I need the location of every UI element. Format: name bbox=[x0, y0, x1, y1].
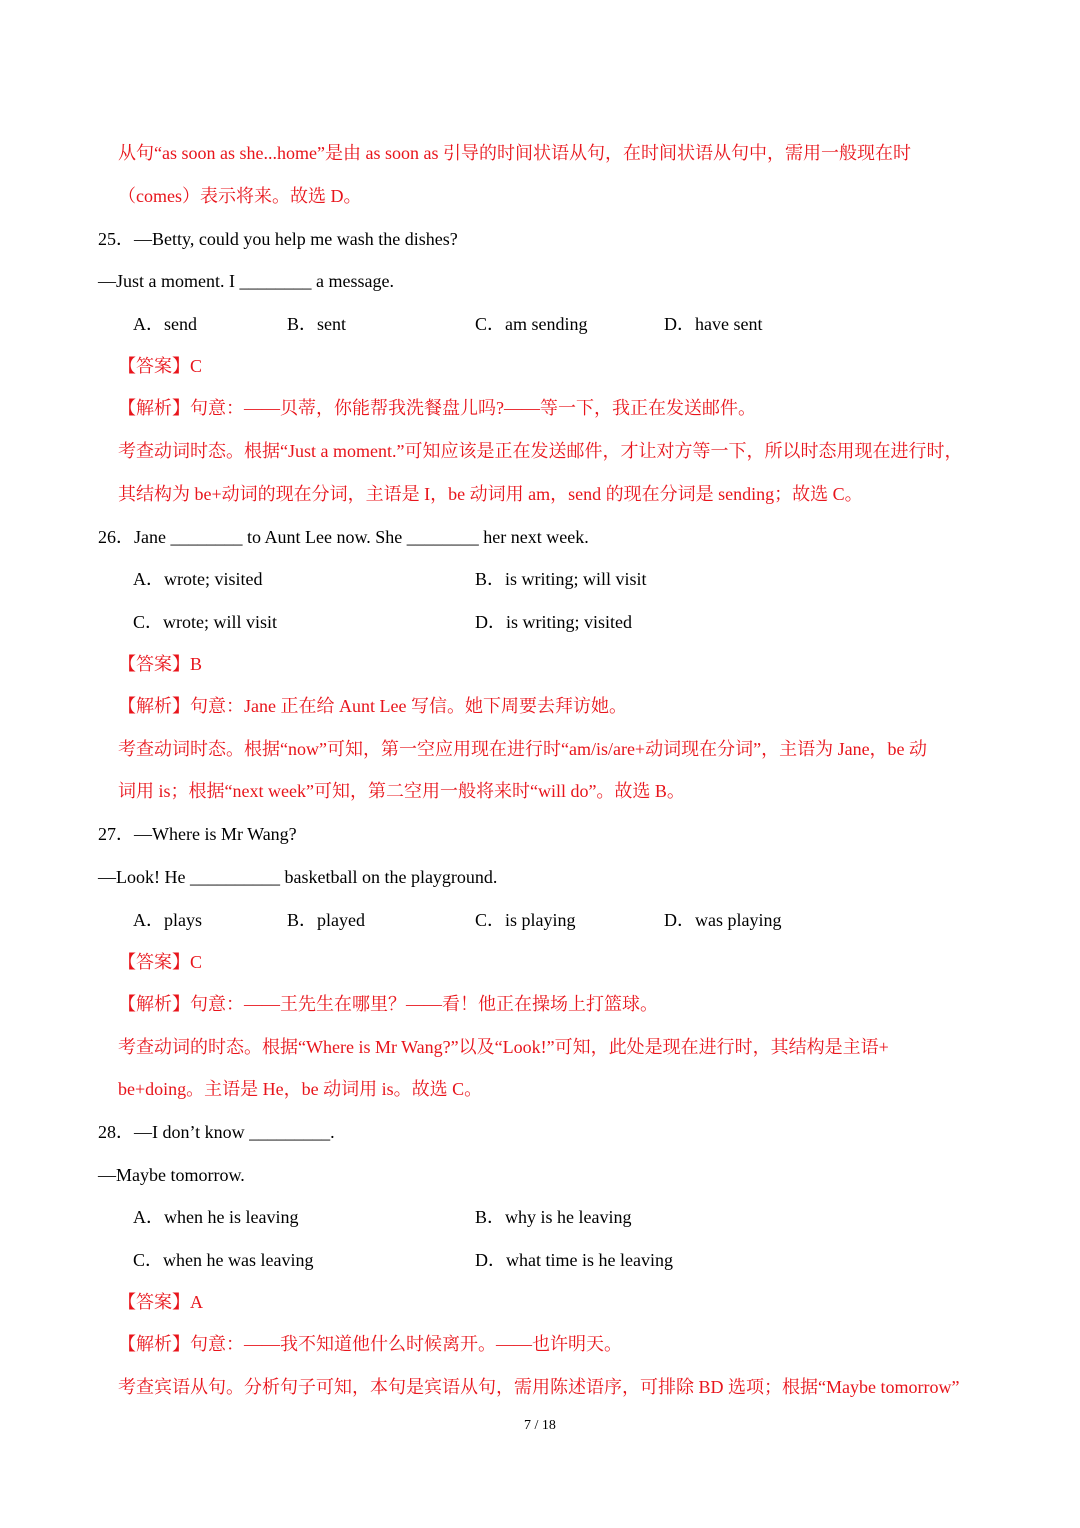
option-b: B．is writing; will visit bbox=[475, 569, 647, 589]
analysis-line: 考查动词时态。根据“now”可知，第一空应用现在进行时“am/is/are+动词现在分词”，主语为 Jane，be 动 bbox=[118, 739, 928, 759]
option-a: A．wrote; visited bbox=[133, 569, 263, 589]
question-25-stem: —Just a moment. I ________ a message. bbox=[98, 271, 394, 291]
analysis-line: 考查宾语从句。分析句子可知，本句是宾语从句，需用陈述语序，可排除 BD 选项；根据“Maybe tomorrow” bbox=[118, 1377, 960, 1397]
analysis-line: 【解析】句意：——我不知道他什么时候离开。——也许明天。 bbox=[118, 1334, 622, 1354]
question-28-stem: 28．—I don’t know _________. bbox=[98, 1122, 335, 1142]
option-a: A．send bbox=[133, 314, 197, 334]
option-d: D．was playing bbox=[664, 910, 782, 930]
explanation-line: （comes）表示将来。故选 D。 bbox=[118, 186, 362, 206]
answer-label: 【答案】B bbox=[118, 654, 203, 674]
analysis-line: be+doing。主语是 He，be 动词用 is。故选 C。 bbox=[118, 1079, 483, 1099]
analysis-line: 考查动词的时态。根据“Where is Mr Wang?”以及“Look!”可知，此处是现在进行时，其结构是主语+ bbox=[118, 1037, 889, 1057]
option-d: D．what time is he leaving bbox=[475, 1250, 673, 1270]
option-a: A．when he is leaving bbox=[133, 1207, 299, 1227]
analysis-line: 其结构为 be+动词的现在分词，主语是 I，be 动词用 am，send 的现在分词是 sending；故选 C。 bbox=[118, 484, 863, 504]
option-b: B．why is he leaving bbox=[475, 1207, 632, 1227]
option-b: B．played bbox=[287, 910, 365, 930]
analysis-line: 【解析】句意：——王先生在哪里？——看！他正在操场上打篮球。 bbox=[118, 994, 658, 1014]
option-b: B．sent bbox=[287, 314, 347, 334]
option-c: C．is playing bbox=[475, 910, 576, 930]
option-a: A．plays bbox=[133, 910, 202, 930]
answer-label: 【答案】C bbox=[118, 952, 203, 972]
option-c: C．when he was leaving bbox=[133, 1250, 314, 1270]
analysis-line: 考查动词时态。根据“Just a moment.”可知应该是正在发送邮件，才让对方等一下，所以时态用现在进行时， bbox=[118, 441, 963, 461]
question-26-stem: 26．Jane ________ to Aunt Lee now. She ________ her next week. bbox=[98, 527, 589, 547]
answer-label: 【答案】A bbox=[118, 1292, 203, 1312]
question-25-stem: 25．—Betty, could you help me wash the dishes? bbox=[98, 229, 458, 249]
analysis-line: 词用 is；根据“next week”可知，第二空用一般将来时“will do”。故选 B。 bbox=[118, 781, 685, 801]
explanation-line: 从句“as soon as she...home”是由 as soon as 引导的时间状语从句，在时间状语从句中，需用一般现在时 bbox=[118, 143, 911, 163]
question-27-stem: —Look! He __________ basketball on the playground. bbox=[98, 867, 498, 887]
analysis-line: 【解析】句意：——贝蒂，你能帮我洗餐盘儿吗?——等一下，我正在发送邮件。 bbox=[118, 398, 756, 418]
option-d: D．is writing; visited bbox=[475, 612, 632, 632]
option-d: D．have sent bbox=[664, 314, 763, 334]
question-27-stem: 27．—Where is Mr Wang? bbox=[98, 824, 297, 844]
option-c: C．am sending bbox=[475, 314, 588, 334]
option-c: C．wrote; will visit bbox=[133, 612, 277, 632]
answer-label: 【答案】C bbox=[118, 356, 203, 376]
question-28-stem: —Maybe tomorrow. bbox=[98, 1165, 245, 1185]
analysis-line: 【解析】句意：Jane 正在给 Aunt Lee 写信。她下周要去拜访她。 bbox=[118, 696, 627, 716]
page-number: 7 / 18 bbox=[524, 1418, 556, 1433]
